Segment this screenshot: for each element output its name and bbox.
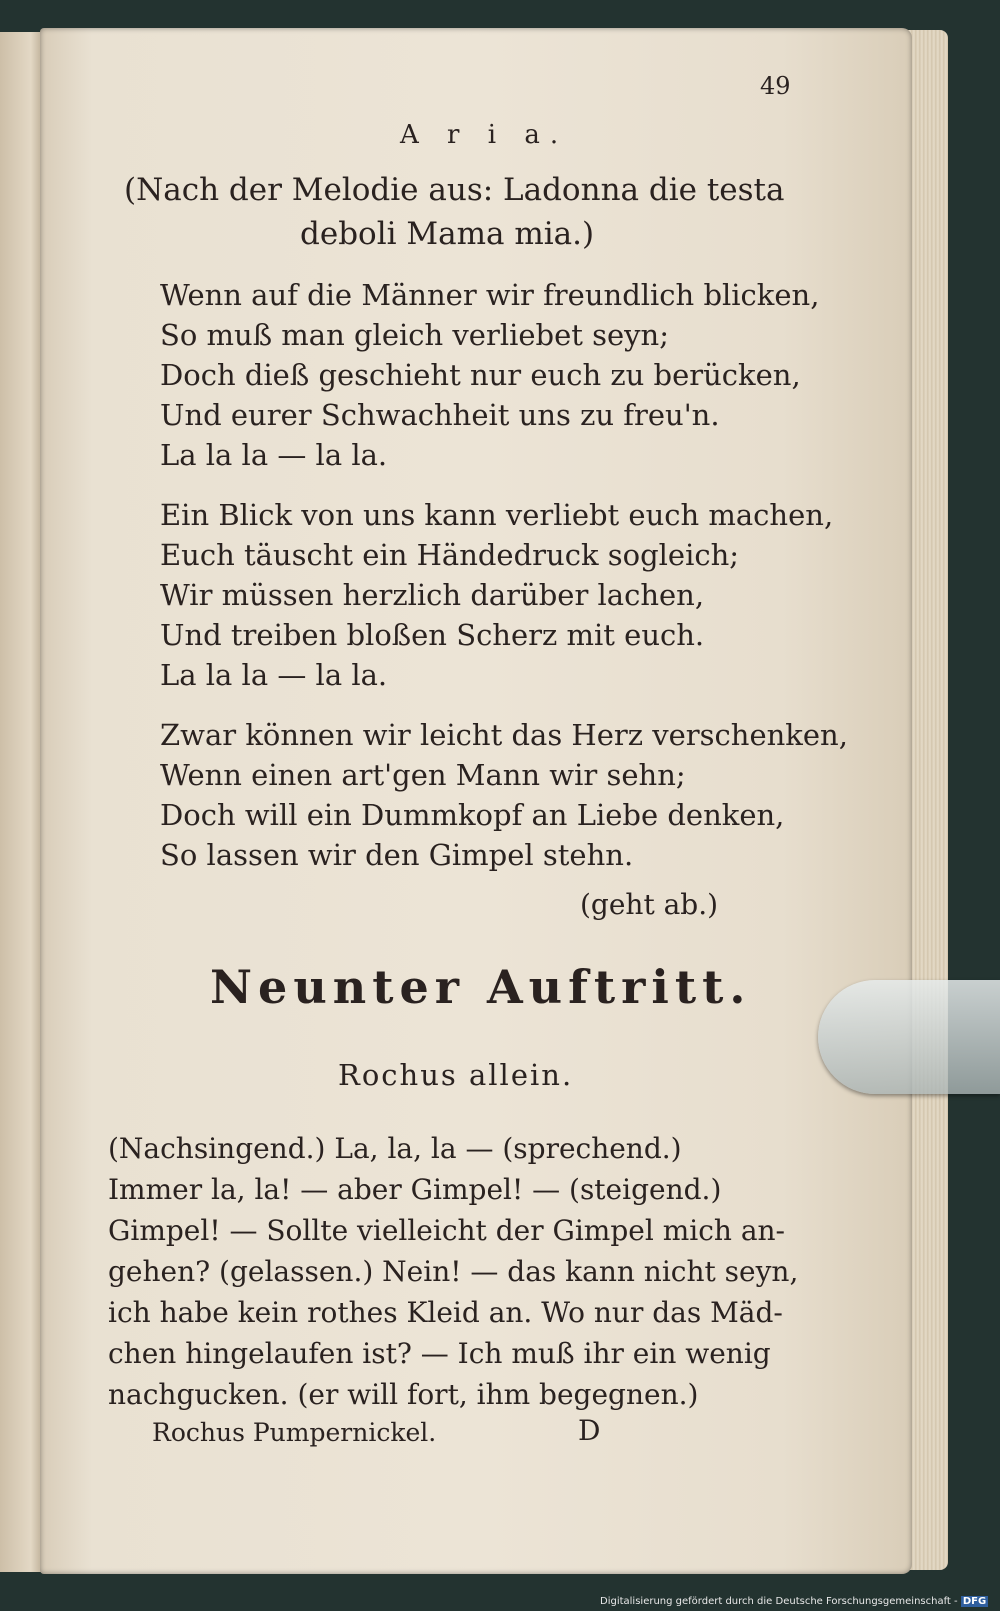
verse-line: Wenn einen art'gen Mann wir sehn; <box>160 758 686 792</box>
stage-direction: (geht ab.) <box>580 888 719 921</box>
dfg-logo: DFG <box>962 1596 987 1607</box>
verse-refrain: La la la — la la. <box>160 658 388 692</box>
verse-line: So muß man gleich verliebet seyn; <box>160 318 670 352</box>
verse-line: Ein Blick von uns kann verliebt euch machen, <box>160 498 834 532</box>
left-page-edge <box>0 32 44 1572</box>
prose-line: chen hingelaufen ist? — Ich muß ihr ein wenig <box>108 1337 771 1370</box>
page-holder-clip <box>818 980 1000 1094</box>
verse-line: So lassen wir den Gimpel stehn. <box>160 838 634 872</box>
catchword: Rochus Pumpernickel. <box>152 1418 437 1447</box>
verse-line: Doch dieß geschieht nur euch zu berücken, <box>160 358 801 392</box>
verse-line: Und treiben bloßen Scherz mit euch. <box>160 618 705 652</box>
subtitle-line-1: (Nach der Melodie aus: Ladonna die testa <box>124 172 785 208</box>
verse-line: Wenn auf die Männer wir freundlich blicken, <box>160 278 820 312</box>
prose-line: nachgucken. (er will fort, ihm begegnen.) <box>108 1378 699 1411</box>
prose-line: (Nachsingend.) La, la, la — (sprechend.) <box>108 1132 682 1165</box>
prose-line: Gimpel! — Sollte vielleicht der Gimpel mich an- <box>108 1214 786 1247</box>
page-number: 49 <box>760 72 791 100</box>
verse-refrain: La la la — la la. <box>160 438 388 472</box>
scene-character: Rochus allein. <box>338 1058 574 1092</box>
aria-heading: A r i a. <box>400 120 569 150</box>
verse-line: Und eurer Schwachheit uns zu freu'n. <box>160 398 720 432</box>
verse-line: Doch will ein Dummkopf an Liebe denken, <box>160 798 785 832</box>
signature-mark: D <box>578 1414 601 1447</box>
verse-3 <box>160 715 848 875</box>
verse-line: Wir müssen herzlich darüber lachen, <box>160 578 705 612</box>
prose-line: gehen? (gelassen.) Nein! — das kann nicht seyn, <box>108 1255 799 1288</box>
scene-title: Neunter Auftritt. <box>210 960 752 1014</box>
prose-line: Immer la, la! — aber Gimpel! — (steigend.) <box>108 1173 722 1206</box>
subtitle-line-2: deboli Mama mia.) <box>300 216 595 252</box>
prose-line: ich habe kein rothes Kleid an. Wo nur das Mäd- <box>108 1296 783 1329</box>
credit-text: Digitalisierung gefördert durch die Deutsche Forschungsgemeinschaft - <box>600 1596 958 1607</box>
verse-line: Euch täuscht ein Händedruck sogleich; <box>160 538 740 572</box>
verse-line: Zwar können wir leicht das Herz verschenken, <box>160 718 848 752</box>
prose-block <box>108 1128 799 1415</box>
verse-2 <box>160 495 833 695</box>
digitization-credit <box>600 1596 988 1607</box>
verse-1 <box>160 275 819 475</box>
